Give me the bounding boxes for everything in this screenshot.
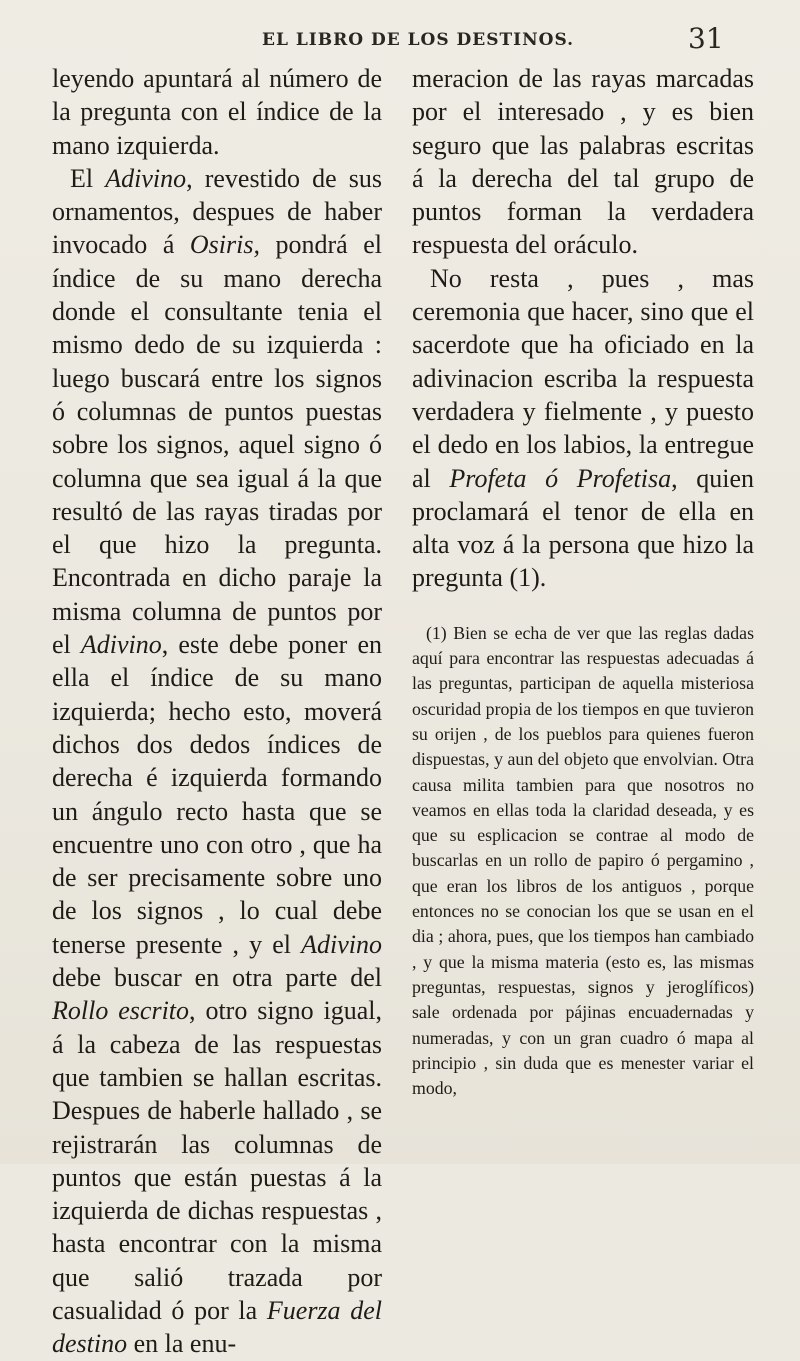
footnote [412, 621, 754, 1102]
page-number: 31 [688, 22, 724, 55]
running-title: EL LIBRO DE LOS DESTINOS. [262, 30, 575, 50]
italic-term-adivino: Adivino [80, 630, 162, 660]
text-run: , quien proclamará el tenor de ella en alta voz á la persona que hizo la pregunta (1). [412, 463, 755, 593]
right-column [412, 62, 754, 1101]
italic-term-rollo-escrito: Rollo escrito [52, 996, 190, 1026]
text-run: en la enu- [127, 1329, 237, 1359]
footnote-text: (1) Bien se echa de ver que las reglas dadas aquí para encontrar las respuestas adecuadas á las preguntas, participan de aquella misteriosa oscuridad propia de los tiempos en que tuvieron su orijen , de los pueblos para quienes fueron dispuestas, y aun del objeto que envolvian. Otra causa milita tambien para que nosotros no veamos en ellas toda la claridad deseada, y es que su esplicacion se contrae al modo de buscarlas en un rollo de papiro ó pergamino , que eran los libros de los antiguos , porque entonces no se conocian los que se usan en el dia ; ahora, pues, que los tiempos han cambiado , y que la misma materia (esto es, las mismas preguntas, respuestas, signos y jeroglíficos) sale ordenada por pájinas encuadernadas y numeradas, y con un gran cuadro ó mapa al principio , sin duda que es menester variar el modo, [412, 622, 754, 1099]
right-paragraph-1: meracion de las rayas marcadas por el interesado , y es bien seguro que las palabras escritas á la derecha del tal grupo de puntos forman la verdadera respuesta del oráculo. [412, 64, 754, 260]
text-run: El [70, 163, 106, 193]
right-paragraph-2 [412, 262, 754, 595]
text-run: , este debe poner en ella el índice de su mano izquierda; hecho esto, moverá dichos dos dedos índices de derecha é izquierda formando un ángulo recto hasta que se encuentre uno con otro , que ha de ser precisamente sobre uno de los signos , lo cual debe tenerse presente , y el [52, 630, 382, 959]
running-head [0, 18, 800, 58]
italic-term-adivino: Adivino [301, 929, 382, 959]
text-run: , otro signo igual, á la cabeza de las respuestas que tambien se hallan escritas. Despues de haberle hallado , se rejistrarán las columnas de puntos que están puestas á la izquierda de dichas respuestas , hasta encontrar con la misma que salió trazada por casualidad ó por la [52, 996, 382, 1325]
left-column [52, 62, 382, 1361]
left-paragraph-2 [52, 162, 382, 1361]
italic-term-adivino: Adivino [105, 163, 187, 193]
italic-term-profeta: Profeta ó Profetisa [449, 463, 672, 493]
text-run: , revestido de sus ornamentos, despues de haber invocado á [52, 163, 382, 260]
left-paragraph-1: leyendo apuntará al número de la pregunta con el índice de la mano izquierda. [52, 64, 382, 160]
text-run: debe buscar en otra parte del [52, 963, 382, 993]
text-run: No resta , pues , mas ceremonia que hacer, sino que el sacerdote que ha oficiado en la adivinacion escriba la respuesta verdadera y fielmente , y puesto el dedo en los labios, la entregue al [412, 263, 754, 493]
italic-term-fuerza-del-destino: Fuerza del destino [52, 1295, 382, 1359]
italic-term-osiris: Osiris, [189, 230, 260, 260]
text-run: pondrá el índice de su mano derecha donde el consultante tenia el mismo dedo de su izquierda : luego buscará entre los signos ó columnas de puntos puestas sobre los signos, aquel signo ó columna que sea igual á la que resultó de las rayas tiradas por el que hizo la pregunta. Encontrada en dicho paraje la misma columna de puntos por el [52, 230, 383, 660]
